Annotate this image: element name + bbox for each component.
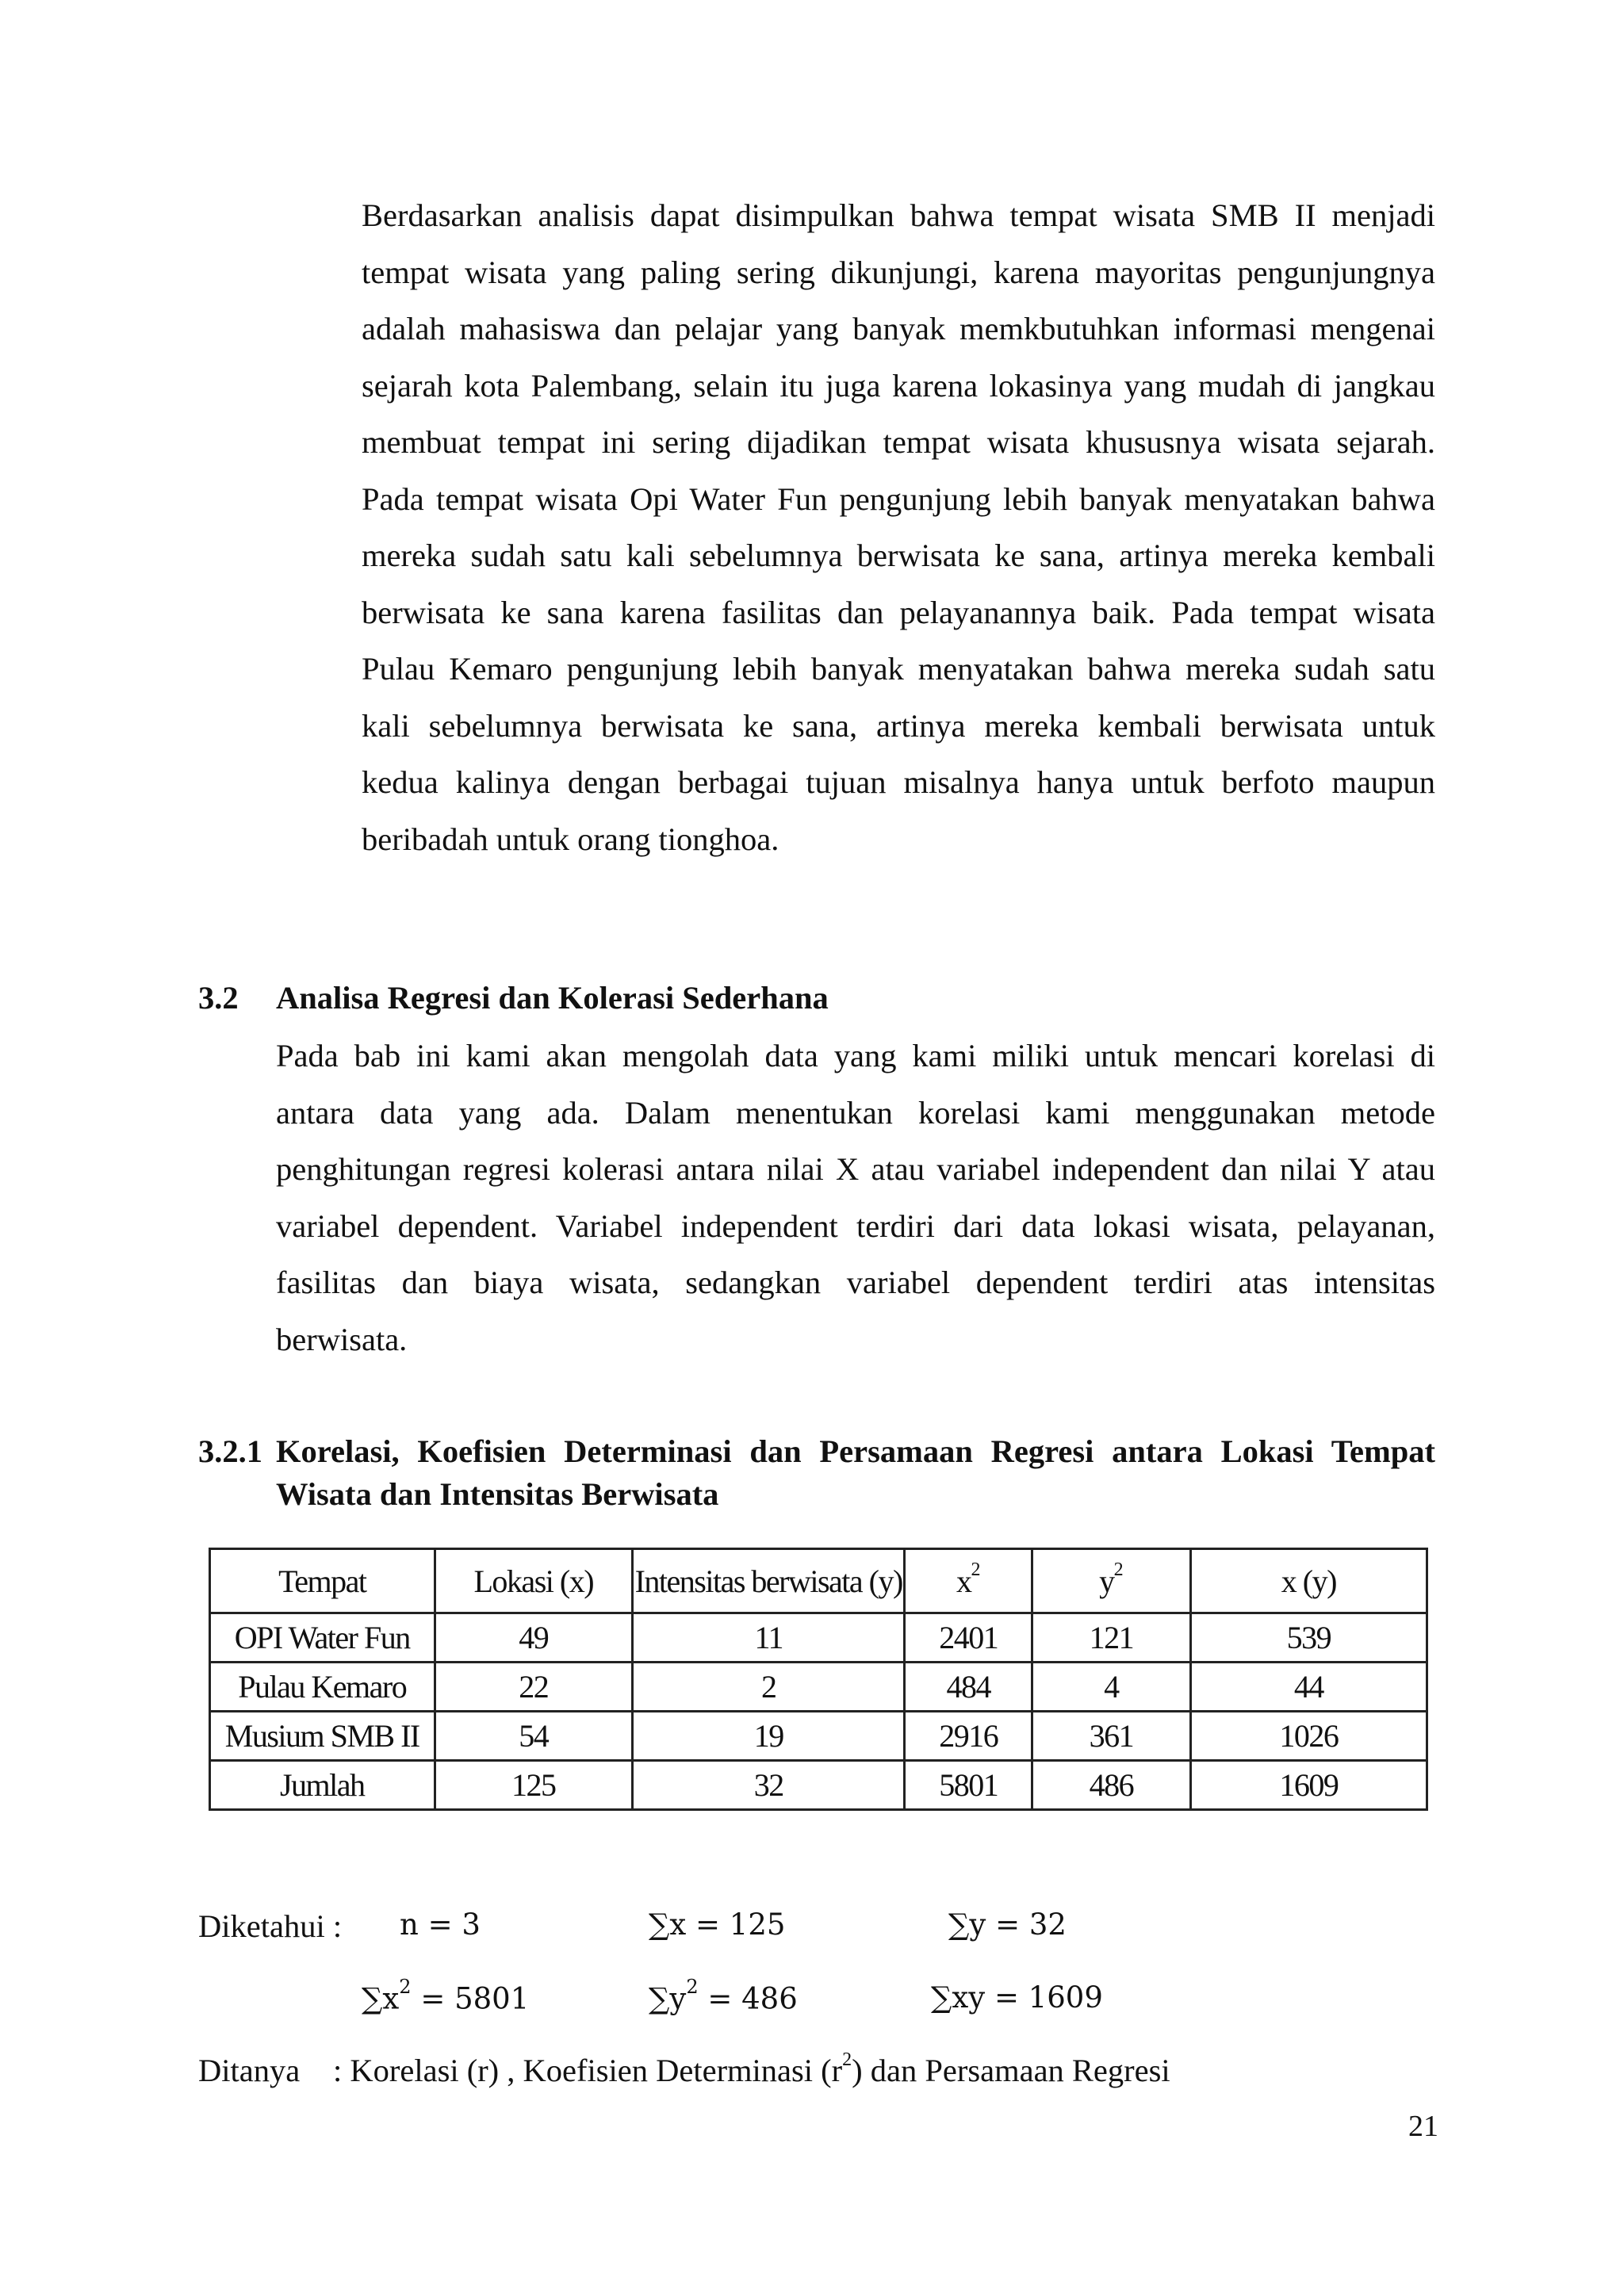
page-number: 21: [1408, 2110, 1438, 2143]
text-line: beribadah untuk orang tionghoa.: [362, 821, 779, 857]
text-line: Pada bab ini kami akan mengolah data yang kami miliki untuk mencari korelasi di: [276, 1038, 1435, 1073]
table-cell: OPI Water Fun: [210, 1613, 435, 1663]
text-line: membuat tempat ini sering dijadikan tempat wisata khususnya wisata sejarah.: [362, 424, 1435, 460]
table-row: [210, 1663, 1427, 1712]
table-cell: 539: [1190, 1613, 1427, 1663]
data-table: [209, 1548, 1428, 1811]
formula-sum-y: ∑y = 32: [948, 1908, 1067, 1942]
text-line: Pulau Kemaro pengunjung lebih banyak menyatakan bahwa mereka sudah satu: [362, 651, 1435, 687]
table-header-cell: x (y): [1190, 1549, 1427, 1613]
section-title: Analisa Regresi dan Kolerasi Sederhana: [276, 980, 829, 1016]
table-cell: Jumlah: [210, 1761, 435, 1810]
text-line: kedua kalinya dengan berbagai tujuan misalnya hanya untuk berfoto maupun: [362, 764, 1435, 800]
table-cell: 2401: [905, 1613, 1032, 1663]
table-row: [210, 1712, 1427, 1761]
section-paragraph: [276, 1027, 1435, 1368]
text-line: adalah mahasiswa dan pelajar yang banyak memkbutuhkan informasi mengenai: [362, 311, 1435, 346]
text-line: sejarah kota Palembang, selain itu juga karena lokasinya yang mudah di jangkau: [362, 367, 1435, 404]
table-cell: 484: [905, 1663, 1032, 1712]
table-cell: 1609: [1190, 1761, 1427, 1810]
table-row: [210, 1613, 1427, 1663]
formula-sum-x2: $\sum x^2 = 5801$: [362, 1976, 530, 2016]
text-line: tempat wisata yang paling sering dikunjungi, karena mayoritas pengunjungnya: [362, 254, 1435, 290]
table-header-cell: $y^2$: [1032, 1549, 1191, 1613]
intro-paragraph: [362, 187, 1435, 867]
table-cell: 1026: [1190, 1712, 1427, 1761]
ditanya-text: : Korelasi (r) , Koefisien Determinasi $(r^2)$ dan Persamaan Regresi: [333, 2049, 1170, 2088]
diketahui-label: Diketahui :: [198, 1908, 343, 1944]
ditanya-label: Ditanya: [198, 2053, 301, 2088]
table-cell: 11: [633, 1613, 905, 1663]
table-header-cell: Lokasi (x): [435, 1549, 633, 1613]
text-line: berwisata ke sana karena fasilitas dan pelayanannya baik. Pada tempat wisata: [362, 594, 1435, 630]
table-cell: Pulau Kemaro: [210, 1663, 435, 1712]
section-number: 3.2: [198, 980, 239, 1016]
text-line: berwisata.: [276, 1321, 408, 1357]
text-line: penghitungan regresi kolerasi antara nilai X atau variabel independent dan nilai Y atau: [276, 1151, 1435, 1187]
table-cell: 2: [633, 1663, 905, 1712]
subsection-title-line: Korelasi, Koefisien Determinasi dan Persamaan Regresi antara Lokasi Tempat: [276, 1433, 1435, 1469]
text-line: antara data yang ada. Dalam menentukan korelasi kami menggunakan metode: [276, 1094, 1435, 1131]
table-header-cell: Tempat: [210, 1549, 435, 1613]
table-cell: 44: [1190, 1663, 1427, 1712]
table-cell: 125: [435, 1761, 633, 1810]
text-line: kali sebelumnya berwisata ke sana, artinya mereka kembali berwisata untuk: [362, 707, 1435, 744]
table-cell: 121: [1032, 1613, 1191, 1663]
table-cell: 486: [1032, 1761, 1191, 1810]
formula-sum-xy: ∑xy = 1609: [931, 1980, 1103, 2015]
text-line: Pada tempat wisata Opi Water Fun pengunjung lebih banyak menyatakan bahwa: [362, 480, 1435, 517]
text-line: mereka sudah satu kali sebelumnya berwisata ke sana, artinya mereka kembali: [362, 538, 1435, 573]
formula-sum-x: ∑x = 125: [649, 1908, 786, 1942]
table-cell: 49: [435, 1613, 633, 1663]
table-header-row: [210, 1549, 1427, 1613]
table-cell: 19: [633, 1712, 905, 1761]
formula-n: n = 3: [400, 1908, 481, 1942]
formula-sum-y2: $\sum y^2 = 486$: [649, 1976, 798, 2016]
table-total-row: [210, 1761, 1427, 1810]
table-cell: Musium SMB II: [210, 1712, 435, 1761]
table-cell: 2916: [905, 1712, 1032, 1761]
table-cell: 361: [1032, 1712, 1191, 1761]
subsection-title-line: Wisata dan Intensitas Berwisata: [276, 1476, 719, 1512]
subsection-title: [276, 1430, 1435, 1516]
table-cell: 5801: [905, 1761, 1032, 1810]
text-line: variabel dependent. Variabel independent terdiri dari data lokasi wisata, pelayanan,: [276, 1207, 1435, 1244]
subsection-number: 3.2.1: [198, 1433, 262, 1469]
table-header-cell: $x^2$: [905, 1549, 1032, 1613]
table-cell: 4: [1032, 1663, 1191, 1712]
table-header-cell: Intensitas berwisata (y): [633, 1549, 905, 1613]
text-line: Berdasarkan analisis dapat disimpulkan bahwa tempat wisata SMB II menjadi: [362, 197, 1435, 233]
table-cell: 32: [633, 1761, 905, 1810]
table-cell: 22: [435, 1663, 633, 1712]
text-line: fasilitas dan biaya wisata, sedangkan variabel dependent terdiri atas intensitas: [276, 1265, 1435, 1300]
table-cell: 54: [435, 1712, 633, 1761]
